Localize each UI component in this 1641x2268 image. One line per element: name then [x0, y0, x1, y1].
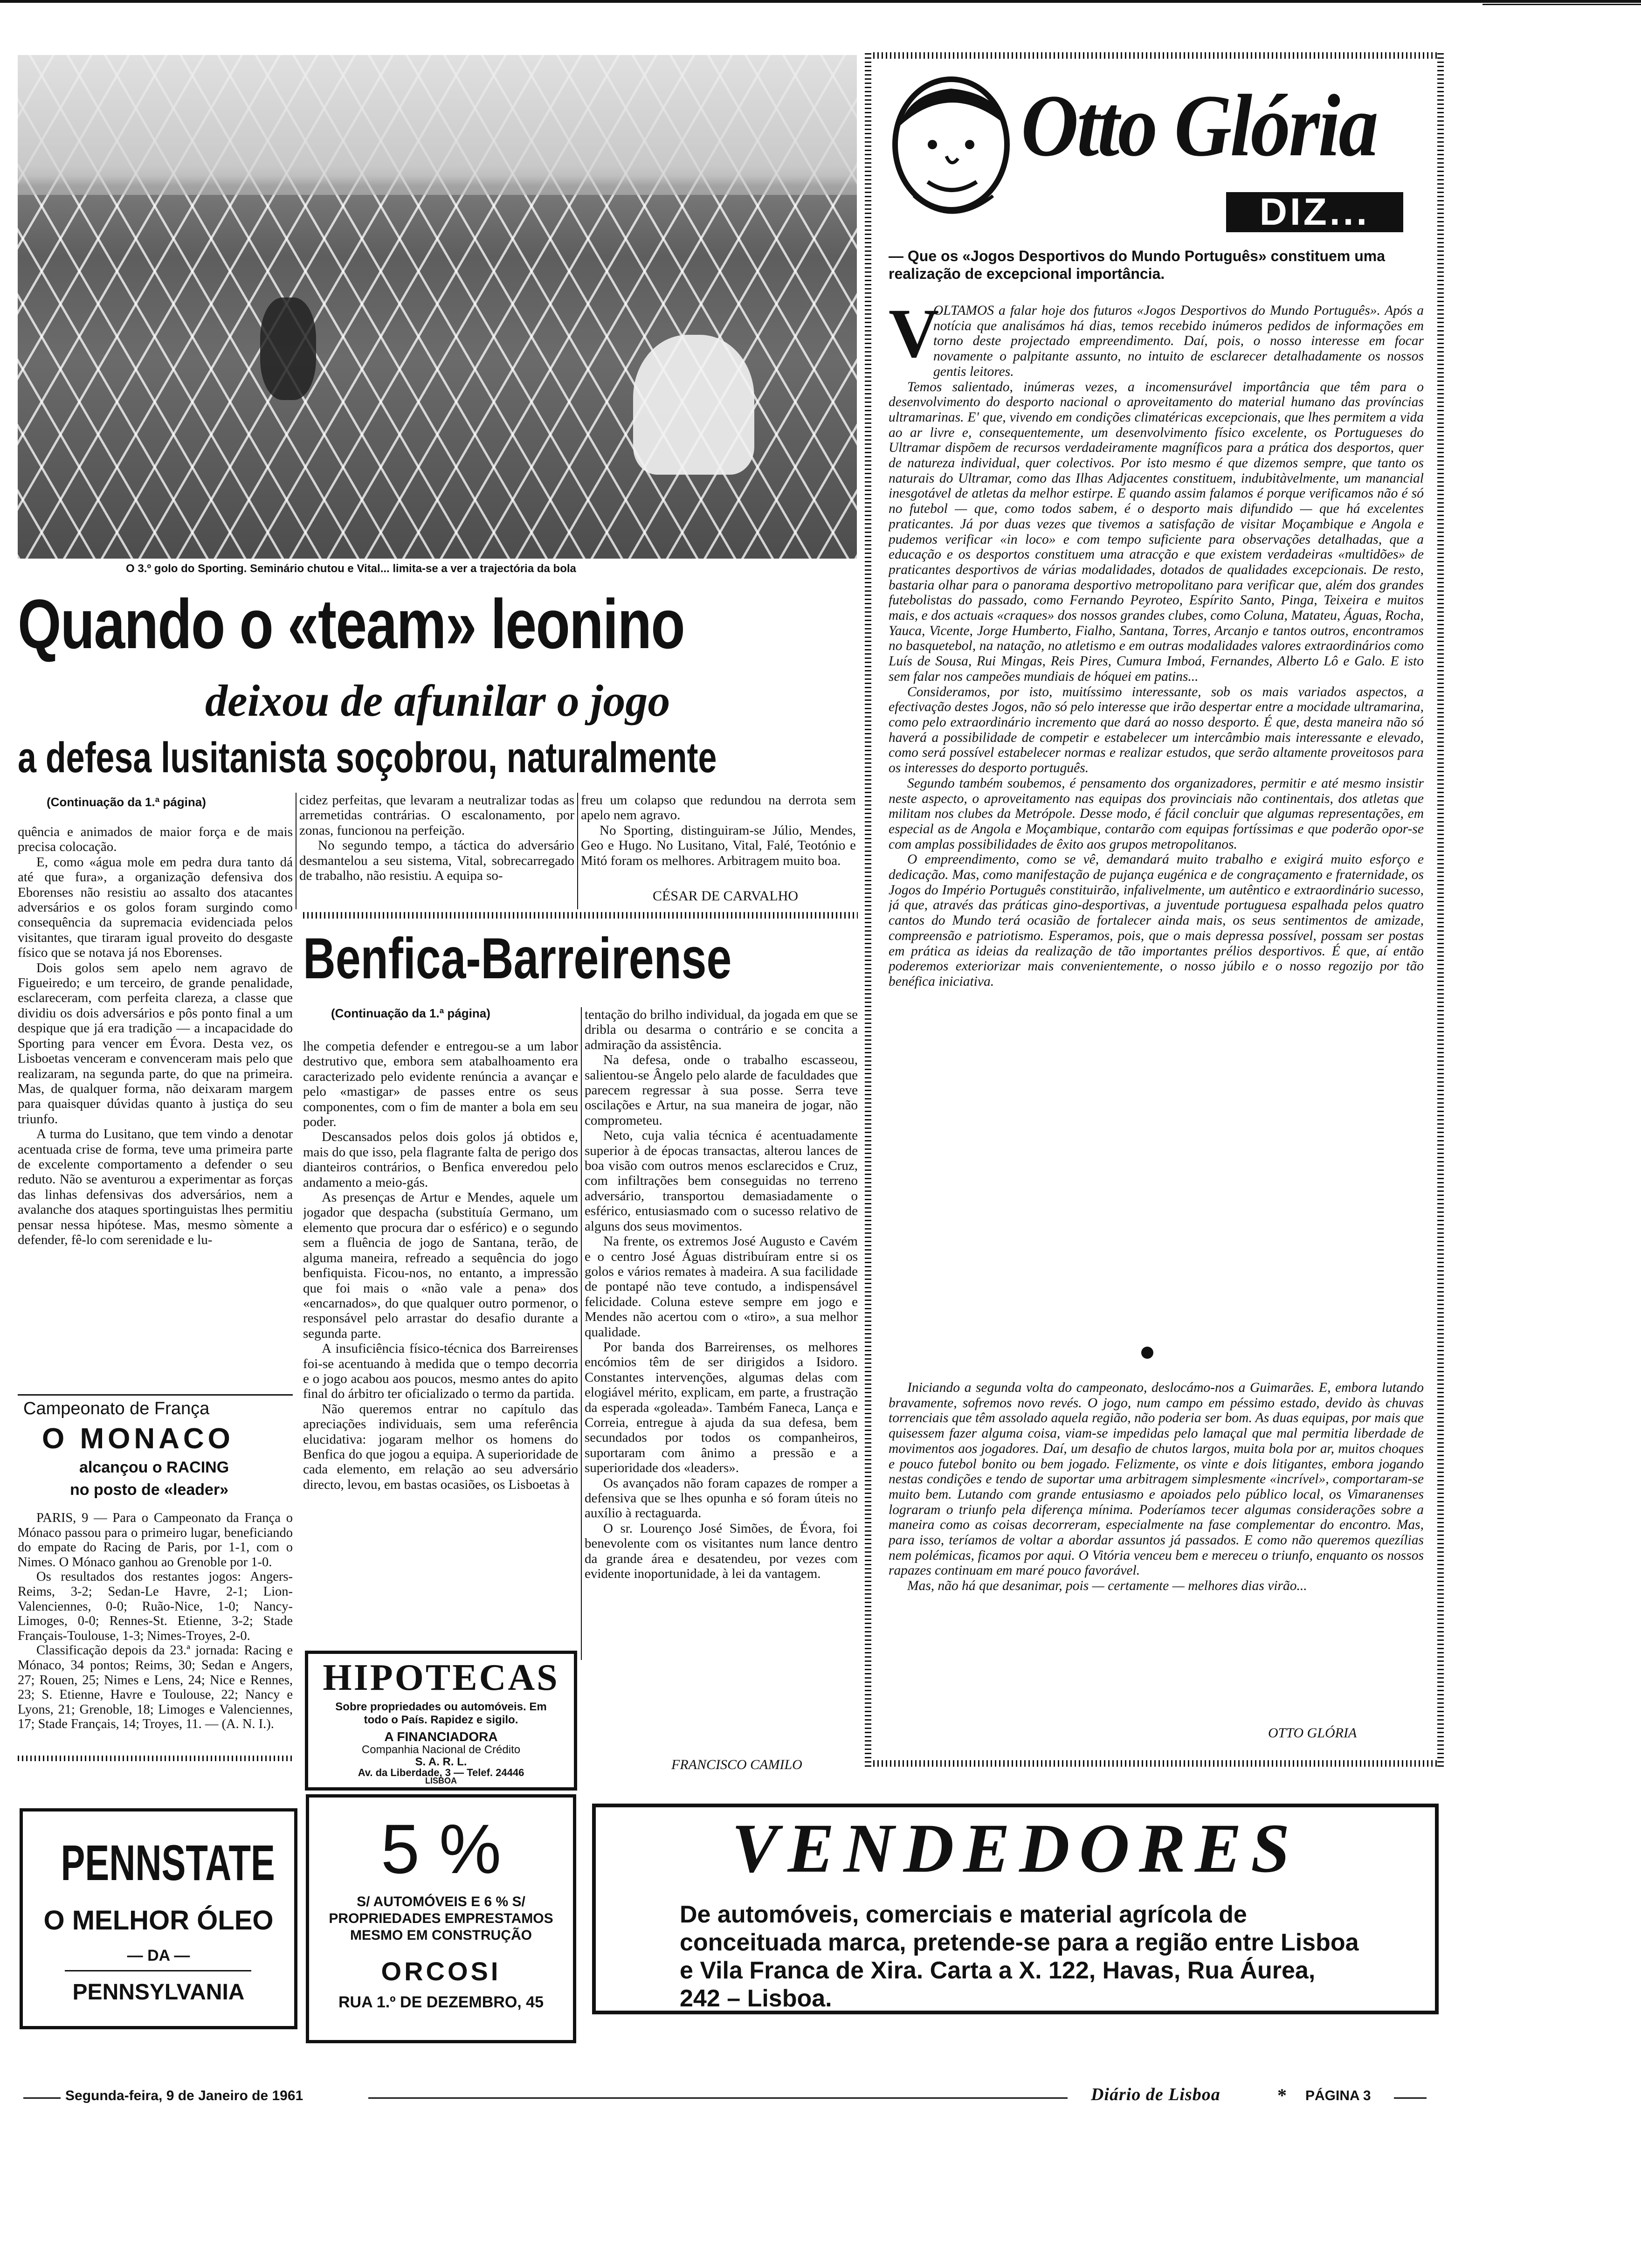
benfica-col1-p5: Não queremos entrar no capítulo das apreciações individuais, sem uma referência elucidativa: jogaram melhor os homens do Benfica do que jogou a equipa. A superioridade de cada elemento, em relação ao seu adversário directo, levou, em bastas ocasiões, os Lisboetas à: [303, 1401, 578, 1492]
orcosi-text: S/ AUTOMÓVEIS E 6 % S/ PROPRIEDADES EMPRESTAMOS MESMO EM CONSTRUÇÃO: [329, 1894, 553, 1943]
otto-border-left: [865, 52, 871, 1767]
footer-date: Segunda-feira, 9 de Janeiro de 1961: [65, 2088, 303, 2103]
col-rule-b: [577, 793, 578, 909]
benfica-continuation: (Continuação da 1.ª página): [331, 1006, 490, 1020]
article1-col3-p1: freu um colapso que redundou na derrota sem apelo nem agravo.: [581, 793, 856, 823]
hipotecas-city: LISBOA: [425, 1776, 457, 1785]
benfica-col2-p3: Neto, cuja valia técnica é acentuadamente superior à de épocas transactas, alterou lances de boa visão com outros menos esclarecidos e Cruz, com infiltrações bem conseguidas no terreno adversário, transportou demasiadamente o esférico, entusiasmado com o sucesso relativo de alguns dos seus movimentos.: [585, 1128, 858, 1234]
photo-caption: O 3.º golo do Sporting. Seminário chutou e Vital... limita-se a ver a trajectória da bola: [126, 562, 576, 575]
orcosi-rate: 5 %: [380, 1810, 502, 1888]
benfica-col1-p3: As presenças de Artur e Mendes, aquele um jogador que despacha (substituía Germano, um elemento que procura dar o esférico) e o segundo sem a fluência de jogo de Santana, terão, de alguma maneira, refreado a sequência do jogo benfiquista. Ficou-nos, no entanto, a impressão que foi mais o «não vale a pena» dos «encarnados», do que qualquer outro pormenor, o responsável pelo arrastar do desafio durante a segunda parte.: [303, 1190, 578, 1341]
otto-p4: O empreendimento, como se vê, demandará muito trabalho e exigirá muito esforço e dedicação. Mas, como manifestação de pujança eugénica e de congraçamento e fraternidade, os Jogos do Império Português constituirão, infalivelmente, um autêntico e extraordinário sucesso, já que, através das práticas gino-desportivas, a juventude portuguesa espalhada pelos quatro cantos do Mundo terá ocasião de fortalecer ainda mais, os seus sentimentos de amizade, compreensão e patriotismo. Esperamos, pois, que o mais depressa possível, possam ser postas em prática as ideias da realização de tão importantes prélios desportivos. É que, aí então poderemos exteriorizar mais convenientemente, o nosso júbilo e o nosso regozijo por tão benéfica iniciativa.: [889, 852, 1424, 989]
benfica-col1: [303, 1039, 578, 1637]
benfica-col2-p1: tentação do brilho individual, da jogada em que se dribla ou desarma o contrário e se concita a admiração da assistência.: [585, 1007, 858, 1052]
pennstate-ad: [20, 1808, 297, 2029]
hipotecas-company: A FINANCIADORA: [384, 1729, 498, 1744]
otto-border-right: [1437, 52, 1444, 1767]
otto-dropcap: V: [889, 295, 939, 372]
otto-body: [889, 303, 1424, 1329]
benfica-col2-p2: Na defesa, onde o trabalho escasseou, salientou-se Ângelo pelo alarde de faculdades que parecem regressar à sua posse. Serra teve oscilações e Artur, na sua maneira de jogar, não comprometeu.: [585, 1052, 858, 1128]
vendedores-title: VENDEDORES: [731, 1810, 1299, 1887]
benfica-col2-p6: Os avançados não foram capazes de romper a defensiva que se lhes opunha e só foram úteis no auxílio à rectaguarda.: [585, 1475, 858, 1521]
article1-col2-p2: No segundo tempo, a táctica do adversário desmantelou a seu sistema, Vital, sobrecarregado de trabalho, não resistiu. A equipa so-: [299, 838, 574, 884]
orcosi-ad: [306, 1794, 576, 2043]
otto-signature: OTTO GLÓRIA: [1268, 1725, 1357, 1741]
france-sub1: alcançou o RACING: [79, 1459, 229, 1476]
footer-paper: Diário de Lisboa: [1091, 2085, 1220, 2104]
article1-col1-p1: quência e animados de maior força e de mais precisa colocação.: [18, 824, 293, 855]
benfica-col2-p5: Por banda dos Barreirenses, os melhores encómios têm de ser dirigidos a Isidoro. Constantes intervenções, algumas delas com elogiável mérito, explicam, em parte, a frustração da esperada «goleada». Também Faneca, Lança e Correia, entregue à ajuda da sua defesa, bem secundados por todos os companheiros, suportaram com ânimo a pressão e a superioridade dos «leaders».: [585, 1339, 858, 1476]
france-kicker: Campeonato de França: [23, 1399, 210, 1418]
benfica-top-border: [303, 912, 858, 919]
article1-col3: [581, 793, 856, 886]
orcosi-brand: ORCOSI: [381, 1957, 501, 1986]
france-top-rule: [18, 1394, 293, 1396]
article1-headline3: a defesa lusitanista soçobrou, naturalmente: [18, 734, 717, 781]
benfica-col2-p7: O sr. Lourenço José Simões, de Évora, foi benevolente com os visitantes num lance dentro da grande área e desatendeu, por vezes com evidente inoportunidade, à lei da vantagem.: [585, 1521, 858, 1582]
france-sub2: no posto de «leader»: [70, 1481, 229, 1499]
otto-portrait: [881, 75, 1030, 228]
france-title: O MONACO: [42, 1423, 234, 1455]
top-rule-2: [1482, 4, 1641, 5]
footer-rule-mid: [368, 2097, 1068, 2099]
benfica-col1-p2: Descansados pelos dois golos já obtidos e, mais do que isso, pela flagrante falta de perigo dos dianteiros contrários, o Benfica enveredou pelo andamento a meio-gás.: [303, 1129, 578, 1190]
article1-author: CÉSAR DE CARVALHO: [653, 888, 799, 904]
pennstate-da: — DA —: [127, 1947, 190, 1964]
france-p1: PARIS, 9 — Para o Campeonato da França o Mónaco passou para o primeiro lugar, beneficiando do empate do Racing de Paris, por 1-1, com o Nimes. O Mónaco ganhou ao Grenoble por 1-0.: [18, 1511, 293, 1570]
article1-col1: [18, 824, 293, 1398]
benfica-col2-p4: Na frente, os extremos José Augusto e Cavém e o centro José Águas distribuíram entre si os golos e vários remates à madeira. A sua facilidade de pontapé não teve contudo, a indispensável felicidade. Coluna esteve sempre em jogo e Mendes não acertou com o «tiro», a sua melhor qualidade.: [585, 1234, 858, 1340]
benfica-col1-p1: lhe competia defender e entregou-se a um labor destrutivo que, embora sem atabalhoamento era caracterizado pelo evidente renúncia a avançar e pelo «mastigar» de passes entre os seus componentes, com o fim de manter a bola em seu poder.: [303, 1039, 578, 1130]
top-rule: [0, 0, 1641, 3]
hipotecas-title: HIPOTECAS: [323, 1657, 559, 1698]
goalkeeper-figure: [633, 335, 754, 475]
france-p2: Os resultados dos restantes jogos: Angers-Reims, 3-2; Sedan-Le Havre, 2-1; Lion-Valenciennes, 0-0; Ruão-Nice, 1-0; Nancy-Limoges, 0-0; Rennes-St. Etienne, 3-2; Stade Français-Toulouse, 1-3; Nimes-Troyes, 2-0.: [18, 1570, 293, 1643]
benfica-author: FRANCISCO CAMILO: [671, 1757, 802, 1772]
article1-col3-p2: No Sporting, distinguiram-se Júlio, Mendes, Geo e Hugo. No Lusitano, Vital, Falé, Teotónio e Mitó foram os melhores. Arbitragem muito boa.: [581, 823, 856, 868]
benfica-col1-p4: A insuficiência físico-técnica dos Barreirenses foi-se acentuando à medida que o tempo decorria e o jogo acabou aos poucos, mesmo antes do apito final do árbitro ter oficializado o termo da partida.: [303, 1341, 578, 1402]
pennstate-origin: PENNSYLVANIA: [72, 1980, 245, 2005]
france-bottom-border: [18, 1756, 293, 1761]
otto-subtitle: — Que os «Jogos Desportivos do Mundo Português» constituem uma realização de excepcional importância.: [889, 248, 1386, 282]
vendedores-ad: [592, 1804, 1439, 2014]
otto-border-top: [865, 52, 1444, 59]
otto-p3: Segundo também soubemos, é pensamento dos organizadores, permitir e até mesmo insistir neste aspecto, o aproveitamento nas equipas dos provinciais não continentais, dos atletas que militam nos clubes da Metrópole. Desse modo, é fácil concluir que algumas representações, em especial as de Angola e Moçambique, contarão com equipas fortíssimas e que poderão opor-se com amplas possibilidades de êxito aos grupos metropolitanos.: [889, 775, 1424, 852]
article1-col2: [299, 793, 574, 914]
article1-col1-p2: E, como «água mole em pedra dura tanto dá até que fura», a organização defensiva dos Eborenses não resistiu ao assalto dos atacantes adversários e os golos foram surgindo como consequência da supremacia evidenciada pelos visitantes, que tiraram igual proveito do desgaste físico que se notava já nos Eborenses.: [18, 854, 293, 961]
otto-body-2: [889, 1380, 1424, 1707]
hipotecas-sarl: S. A. R. L.: [415, 1756, 467, 1768]
otto-p1: Temos salientado, inúmeras vezes, a incomensurável importância que têm para o desenvolvimento do desporto nacional o aproveitamento do material humano das províncias ultramarinas. E' que, vivendo em condições climatéricas excepcionais, que lhes permitem a vida ao ar livre e, consequentemente, um desenvolvimento físico excelente, os Portugueses do Ultramar dispõem de recursos verdadeiramente magníficos para a prática dos desportos, quer de natureza individual, quer colectivos. Por isto mesmo é que dizemos sempre, que tanto os naturais do Ultramar, como das Ilhas Adjacentes constituem, indubitàvelmente, um manancial inesgotável de atletas da melhor estirpe. E quando assim falamos é porque verificamos não é só no futebol — que, como todos sabem, é o desporto mais difundido — que há excelentes praticantes. Já por duas vezes que tivemos a satisfação de visitar Moçambique e Angola e pudemos verificar «in loco» e com tempo suficiente para observações detalhadas, que a educação e os desportos constituem uma atracção e que existem verdadeiras «multidões» de praticantes desportivos de várias modalidades, dotados de qualidades excepcionais. De resto, bastaria olhar para o panorama desportivo metropolitano para verificar que, além dos grandes futebolistas do passado, como Fernando Peyroteo, Espírito Santo, Pinga, Teixeira e muitos mais, e dos actuais «craques» dos nossos grandes clubes, como Coluna, Matateu, Águas, Rocha, Yauca, Vicente, Jorge Humberto, Fialho, Santana, Torres, Arcanjo e tantos outros, encontramos no basquetebol, na natação, no atletismo e em outras modalidades valores extraordinários como Luís de Sousa, Rui Mingas, Reis Pires, Cumura Imboá, Fernandes, Alberto Lô e Galo. E isto sem falar nos campeões mundiais de hóquei em patins...: [889, 379, 1424, 684]
footer-rule-right: [1394, 2097, 1427, 2099]
orcosi-address: RUA 1.º DE DEZEMBRO, 45: [338, 1993, 544, 2011]
benfica-col2: [585, 1007, 858, 1744]
hipotecas-ad: [305, 1651, 577, 1791]
photo-crowd-band: [18, 55, 857, 195]
otto-logo-diz: DIZ...: [1226, 192, 1403, 232]
article1-continuation: (Continuação da 1.ª página): [47, 795, 206, 809]
otto-p5: Iniciando a segunda volta do campeonato, deslocámo-nos a Guimarães. E, embora lutando bravamente, sofremos novo revés. O jogo, num campo em péssimo estado, devido às chuvas torrenciais que têm assolado aquela região, não poderia ser bom. As duas equipas, por mais que quisessem fazer alguma coisa, viam-se impedidas pelo lamaçal que mal permitia liberdade de movimentos aos jogadores. Daí, um desafio de chutos largos, muita bola por ar, muitos choques e pouco futebol bonito ou bem jogado. Felizmente, os vinte e dois litigantes, embora jogando nestas condições e tendo de suportar uma arbitragem simplesmente «incrível», comportaram-se muito bem. Lutando com grande entusiasmo e apoiados pelo público local, os Vimaranenses lograram o triunfo pela diferença mínima. Poderíamos tecer algumas considerações sobre a maneira como as coisas decorreram, especialmente na fase complementar do encontro. Mas, para isso, teríamos de voltar a abordar assuntos já passados. E como não queremos quezílias nem polémicas, ficamos por aqui. O Vitória venceu bem e mereceu o triunfo, enquanto os nossos rapazes continuam em maré pouco favorável.: [889, 1380, 1424, 1578]
otto-bullet: [1141, 1347, 1153, 1359]
hipotecas-company2: Companhia Nacional de Crédito: [361, 1743, 521, 1756]
hipotecas-line1: Sobre propriedades ou automóveis. Em todo o País. Rapidez e sigilo.: [335, 1701, 547, 1726]
pennstate-rule: [65, 1970, 251, 1971]
footer-star: *: [1277, 2085, 1287, 2106]
france-body: [18, 1511, 293, 1753]
article1-col1-p3: Dois golos sem apelo nem agravo de Figueiredo; e um terceiro, de grande penalidade, esclareceram, com perfeita clareza, a classe que dividiu os dois adversários e pôs ponto final a um despique que já era tradição — a incapacidade do Sporting para vencer em Évora. Desta vez, os Lisboetas venceram e convenceram mais pelo que realizaram, na segunda parte, do que na primeira. Mas, de qualquer forma, não deixaram margem para quaisquer dúvidas quanto à justiça do seu triunfo.: [18, 960, 293, 1127]
otto-logo-name: Otto Glória: [1021, 77, 1377, 175]
footer-rule-left: [23, 2097, 61, 2099]
footer-page: PÁGINA 3: [1305, 2088, 1371, 2103]
article1-col2-p1: cidez perfeitas, que levaram a neutralizar todas as arremetidas contrárias. O escalonamento, por zonas, funcionou na perfeição.: [299, 793, 574, 838]
pennstate-brand: PENNSTATE: [61, 1834, 275, 1891]
hipotecas-address: Av. da Liberdade, 3 — Telef. 24446: [358, 1767, 524, 1778]
france-p3: Classificação depois da 23.ª jornada: Racing e Mónaco, 34 pontos; Reims, 30; Sedan e Angers, 27; Rouen, 25; Nimes e Lens, 24; Nice e Rennes, 23; S. Etienne, Havre e Toulouse, 22; Nancy e Lyons, 21; Grenoble, 18; Limoges e Valenciennes, 17; Stade Français, 14; Troyes, 11. — (A. N. I.).: [18, 1643, 293, 1732]
player-figure: [260, 297, 316, 400]
article1-headline2: deixou de afunilar o jogo: [205, 676, 670, 726]
match-photo: [18, 55, 857, 559]
otto-p2: Consideramos, por isto, muitíssimo interessante, sob os mais variados aspectos, a efectivação destes Jogos, não só pelo interesse que irão despertar entre a mocidade ultramarina, como pelo extraordinário incremento que dará ao nosso desporto. É que, desta maneira não só haverá a possibilidade de competir e estabelecer um intercâmbio mais interessante e elevado, como será possível estabelecer normas e realizar estudos, que serão altamente proveitosos para os interesses do desporto português.: [889, 684, 1424, 776]
article1-headline1: Quando o «team» leonino: [18, 585, 685, 663]
pennstate-tag: O MELHOR ÓLEO: [43, 1905, 274, 1936]
col-rule-c: [581, 1007, 582, 1660]
article1-col1-p4: A turma do Lusitano, que tem vindo a denotar acentuada crise de forma, teve uma primeira parte de excelente comportamento a defender o seu reduto. Não se aventurou a experimentar as forças das linhas defensivas dos adversários, nem a avalanche dos ataques sportinguistas lhes permitiu pensar nessa hipótese. Mas, mesmo sòmente a defender, fê-lo com serenidade e lu-: [18, 1127, 293, 1247]
otto-p6: Mas, não há que desanimar, pois — certamente — melhores dias virão...: [907, 1578, 1307, 1594]
otto-lead: OLTAMOS a falar hoje dos futuros «Jogos Desportivos do Mundo Português». Após a notícia que analisámos há dias, temos recebido inúmeros pedidos de informações em torno deste projectado empreendimento. Daí, pois, o nosso interesse em focar novamente o palpitante assunto, no intuito de esclarecer detalhadamente os nossos gentis leitores.: [933, 303, 1424, 379]
benfica-headline: Benfica-Barreirense: [303, 927, 732, 991]
otto-border-bottom: [865, 1760, 1444, 1767]
vendedores-text: De automóveis, comerciais e material agrícola de conceituada marca, pretende-se para a região entre Lisboa e Vila Franca de Xira. Carta a X. 122, Havas, Rua Áurea, 242 – Lisboa.: [680, 1901, 1359, 2012]
